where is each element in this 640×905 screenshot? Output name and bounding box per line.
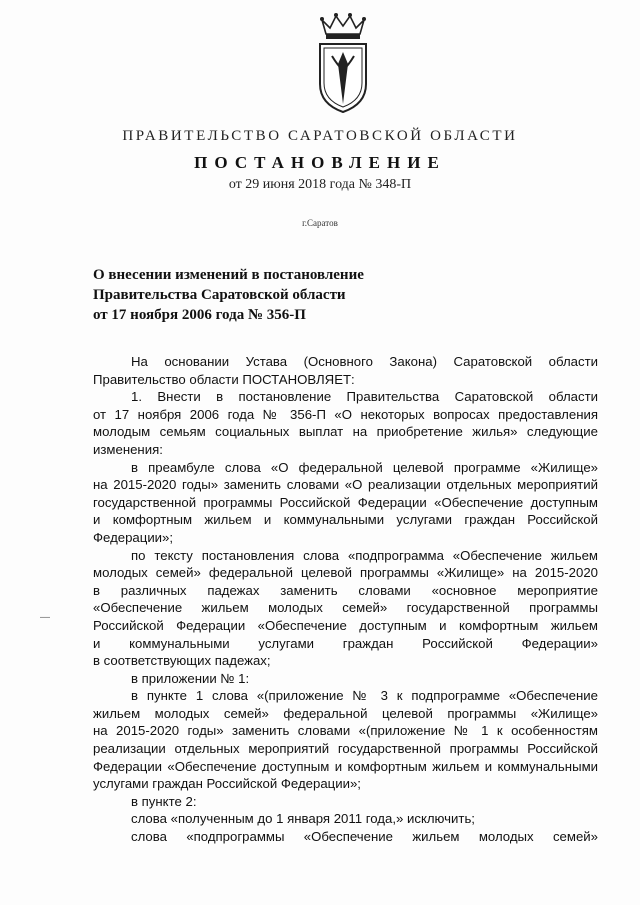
body-line: на 2015-2020 годы» заменить словами «О реализации отдельных мероприятий (93, 477, 598, 493)
body-line: в приложении № 1: (131, 670, 250, 686)
body-line: Федерации»; (93, 529, 174, 545)
body-line: «Обеспечение жильем молодых семей» государственной программы (93, 600, 598, 616)
body-line: государственной программы Российской Федерации «Обеспечение доступным (93, 494, 598, 510)
body-line: 1. Внести в постановление Правительства Саратовской области (131, 389, 598, 405)
body-line: слова «полученным до 1 января 2011 года,» исключить; (131, 811, 475, 827)
document-body (93, 353, 598, 846)
body-line: Правительство области ПОСТАНОВЛЯЕТ: (93, 371, 355, 387)
body-line: в преамбуле слова «О федеральной целевой программе «Жилище» (131, 459, 598, 475)
coat-of-arms-icon (314, 12, 372, 116)
body-line: по тексту постановления слова «подпрограмма «Обеспечение жильем (131, 547, 598, 563)
body-line: реализации отдельных мероприятий государственной программы Российской (93, 741, 598, 757)
body-line: Федерации «Обеспечение доступным и комфортным жильем и коммунальными (93, 758, 598, 774)
body-line: молодым семьям социальных выплат на приобретение жилья» следующие (93, 424, 598, 440)
body-line: На основании Устава (Основного Закона) Саратовской области (131, 354, 598, 369)
body-line: в пункте 2: (131, 793, 197, 809)
body-line: и комфортным жильем и коммунальными услугами граждан Российской (93, 512, 598, 528)
body-line: в соответствующих падежах; (93, 653, 271, 669)
title-line: О внесении изменений в постановление (93, 267, 364, 283)
title-line: Правительства Саратовской области (93, 287, 346, 303)
document-title (93, 265, 473, 325)
body-line: молодых семей» федеральной целевой программы «Жилище» на 2015-2020 (93, 565, 598, 581)
body-line: услугами граждан Российской Федерации»; (93, 776, 361, 792)
margin-mark: — (40, 612, 50, 623)
body-line: Российской Федерации «Обеспечение доступным и комфортным жильем (93, 617, 598, 633)
document-city: г.Саратов (302, 218, 338, 228)
body-line: в пункте 1 слова «(приложение № 3 к подпрограмме «Обеспечение (131, 688, 598, 704)
title-line: от 17 ноября 2006 года № 356-П (93, 307, 306, 323)
body-line: и коммунальными услугами граждан Российской Федерации» (93, 635, 598, 651)
body-line: на 2015-2020 годы» заменить словами «(приложение № 1 к особенностям (93, 723, 598, 739)
document-type: ПОСТАНОВЛЕНИЕ (194, 153, 446, 172)
body-line: жильем молодых семей» федеральной целевой программы «Жилище» (93, 705, 598, 721)
document-date-number: от 29 июня 2018 года № 348-П (228, 177, 412, 192)
body-line: в различных падежах заменить словами «основное мероприятие (93, 582, 598, 598)
government-name: ПРАВИТЕЛЬСТВО САРАТОВСКОЙ ОБЛАСТИ (122, 128, 518, 144)
body-line: изменения: (93, 441, 163, 457)
body-line: слова «подпрограммы «Обеспечение жильем молодых семей» (131, 829, 598, 845)
body-line: от 17 ноября 2006 года № 356-П «О некоторых вопросах предоставления (93, 406, 598, 422)
